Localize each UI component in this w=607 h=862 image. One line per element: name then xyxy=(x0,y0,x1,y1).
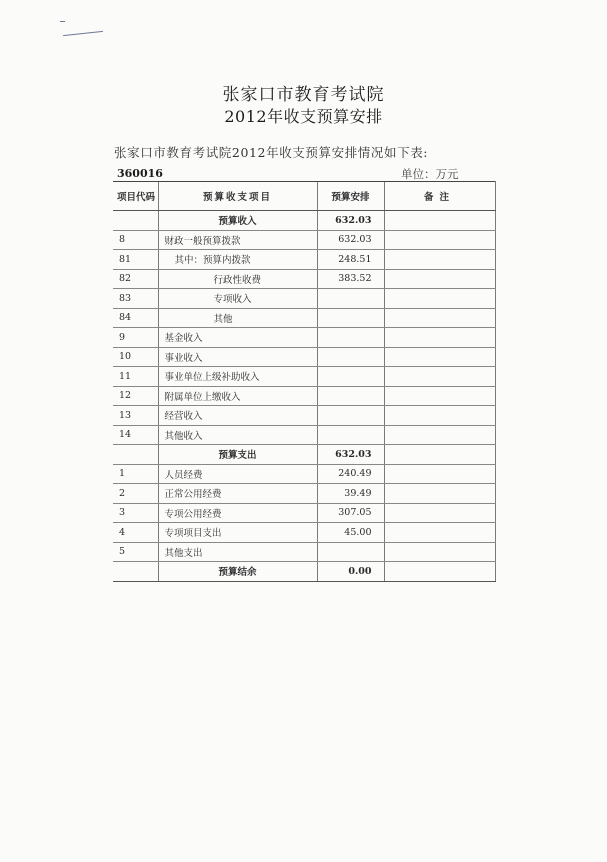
row-note xyxy=(384,347,495,367)
row-code: 1 xyxy=(113,464,158,484)
row-amount xyxy=(317,347,384,367)
row-amount: 383.52 xyxy=(317,269,384,289)
row-code: 3 xyxy=(113,503,158,523)
row-item: 经营收入 xyxy=(158,406,317,426)
table-row xyxy=(113,328,495,348)
row-item: 基金收入 xyxy=(158,328,317,348)
row-item: 其中：预算内拨款 xyxy=(158,250,317,270)
row-amount xyxy=(317,406,384,426)
table-row xyxy=(113,542,495,562)
row-amount xyxy=(317,425,384,445)
table-header xyxy=(113,182,495,211)
table-row xyxy=(113,484,495,504)
scan-mark xyxy=(63,31,103,36)
row-amount xyxy=(317,289,384,309)
table-row xyxy=(113,562,495,582)
row-note xyxy=(384,328,495,348)
org-code: 360016 xyxy=(117,167,163,180)
row-code: 12 xyxy=(113,386,158,406)
row-note xyxy=(384,464,495,484)
row-amount: 248.51 xyxy=(317,250,384,270)
unit-label: 单位：万元 xyxy=(401,167,459,181)
header-code: 项目代码 xyxy=(113,182,158,211)
table-row xyxy=(113,211,495,231)
row-code: 14 xyxy=(113,425,158,445)
table-row xyxy=(113,445,495,465)
table-row xyxy=(113,464,495,484)
row-note xyxy=(384,386,495,406)
row-amount xyxy=(317,386,384,406)
row-note xyxy=(384,367,495,387)
row-item: 正常公用经费 xyxy=(158,484,317,504)
row-note xyxy=(384,250,495,270)
row-amount: 45.00 xyxy=(317,523,384,543)
row-amount: 632.03 xyxy=(317,230,384,250)
row-item: 预算收入 xyxy=(158,211,317,231)
row-item: 行政性收费 xyxy=(158,269,317,289)
row-code: 11 xyxy=(113,367,158,387)
document-title: 张家口市教育考试院 xyxy=(222,85,385,105)
row-code: 5 xyxy=(113,542,158,562)
row-note xyxy=(384,484,495,504)
row-item: 事业单位上级补助收入 xyxy=(158,367,317,387)
row-amount: 39.49 xyxy=(317,484,384,504)
row-code: 8 xyxy=(113,230,158,250)
row-amount: 307.05 xyxy=(317,503,384,523)
intro-text: 张家口市教育考试院2012年收支预算安排情况如下表: xyxy=(114,145,429,160)
row-note xyxy=(384,406,495,426)
row-code: 83 xyxy=(113,289,158,309)
row-item: 预算支出 xyxy=(158,445,317,465)
row-item: 专项收入 xyxy=(158,289,317,309)
row-item: 其他收入 xyxy=(158,425,317,445)
row-note xyxy=(384,425,495,445)
row-amount: 632.03 xyxy=(317,445,384,465)
row-code: 4 xyxy=(113,523,158,543)
row-note xyxy=(384,445,495,465)
table-row xyxy=(113,230,495,250)
table-row xyxy=(113,367,495,387)
row-amount xyxy=(317,308,384,328)
row-item: 人员经费 xyxy=(158,464,317,484)
table-row xyxy=(113,425,495,445)
table-row xyxy=(113,308,495,328)
row-code: 2 xyxy=(113,484,158,504)
document-subtitle: 2012年收支预算安排 xyxy=(224,107,383,126)
table-row xyxy=(113,347,495,367)
row-code: 81 xyxy=(113,250,158,270)
row-code xyxy=(113,445,158,465)
row-note xyxy=(384,289,495,309)
row-note xyxy=(384,542,495,562)
table-row xyxy=(113,503,495,523)
row-code xyxy=(113,562,158,582)
row-code: 9 xyxy=(113,328,158,348)
row-amount xyxy=(317,328,384,348)
row-code xyxy=(113,211,158,231)
row-note xyxy=(384,308,495,328)
row-amount xyxy=(317,367,384,387)
table-row xyxy=(113,386,495,406)
table-row xyxy=(113,250,495,270)
table-row xyxy=(113,406,495,426)
scan-mark xyxy=(60,21,65,22)
table-row xyxy=(113,289,495,309)
budget-table xyxy=(113,181,496,582)
row-item: 其他支出 xyxy=(158,542,317,562)
row-item: 专项公用经费 xyxy=(158,503,317,523)
row-item: 专项项目支出 xyxy=(158,523,317,543)
row-code: 10 xyxy=(113,347,158,367)
row-note xyxy=(384,523,495,543)
row-item: 事业收入 xyxy=(158,347,317,367)
row-item: 附属单位上缴收入 xyxy=(158,386,317,406)
row-amount: 632.03 xyxy=(317,211,384,231)
row-item: 其他 xyxy=(158,308,317,328)
row-note xyxy=(384,230,495,250)
row-note xyxy=(384,562,495,582)
row-amount: 240.49 xyxy=(317,464,384,484)
header-item: 预算收支项目 xyxy=(158,182,317,211)
row-code: 82 xyxy=(113,269,158,289)
row-item: 财政一般预算拨款 xyxy=(158,230,317,250)
row-note xyxy=(384,269,495,289)
header-note: 备注 xyxy=(384,182,495,211)
row-code: 84 xyxy=(113,308,158,328)
table-row xyxy=(113,269,495,289)
header-amount: 预算安排 xyxy=(317,182,384,211)
row-code: 13 xyxy=(113,406,158,426)
table-row xyxy=(113,523,495,543)
row-note xyxy=(384,503,495,523)
row-amount xyxy=(317,542,384,562)
row-amount: 0.00 xyxy=(317,562,384,582)
row-note xyxy=(384,211,495,231)
row-item: 预算结余 xyxy=(158,562,317,582)
